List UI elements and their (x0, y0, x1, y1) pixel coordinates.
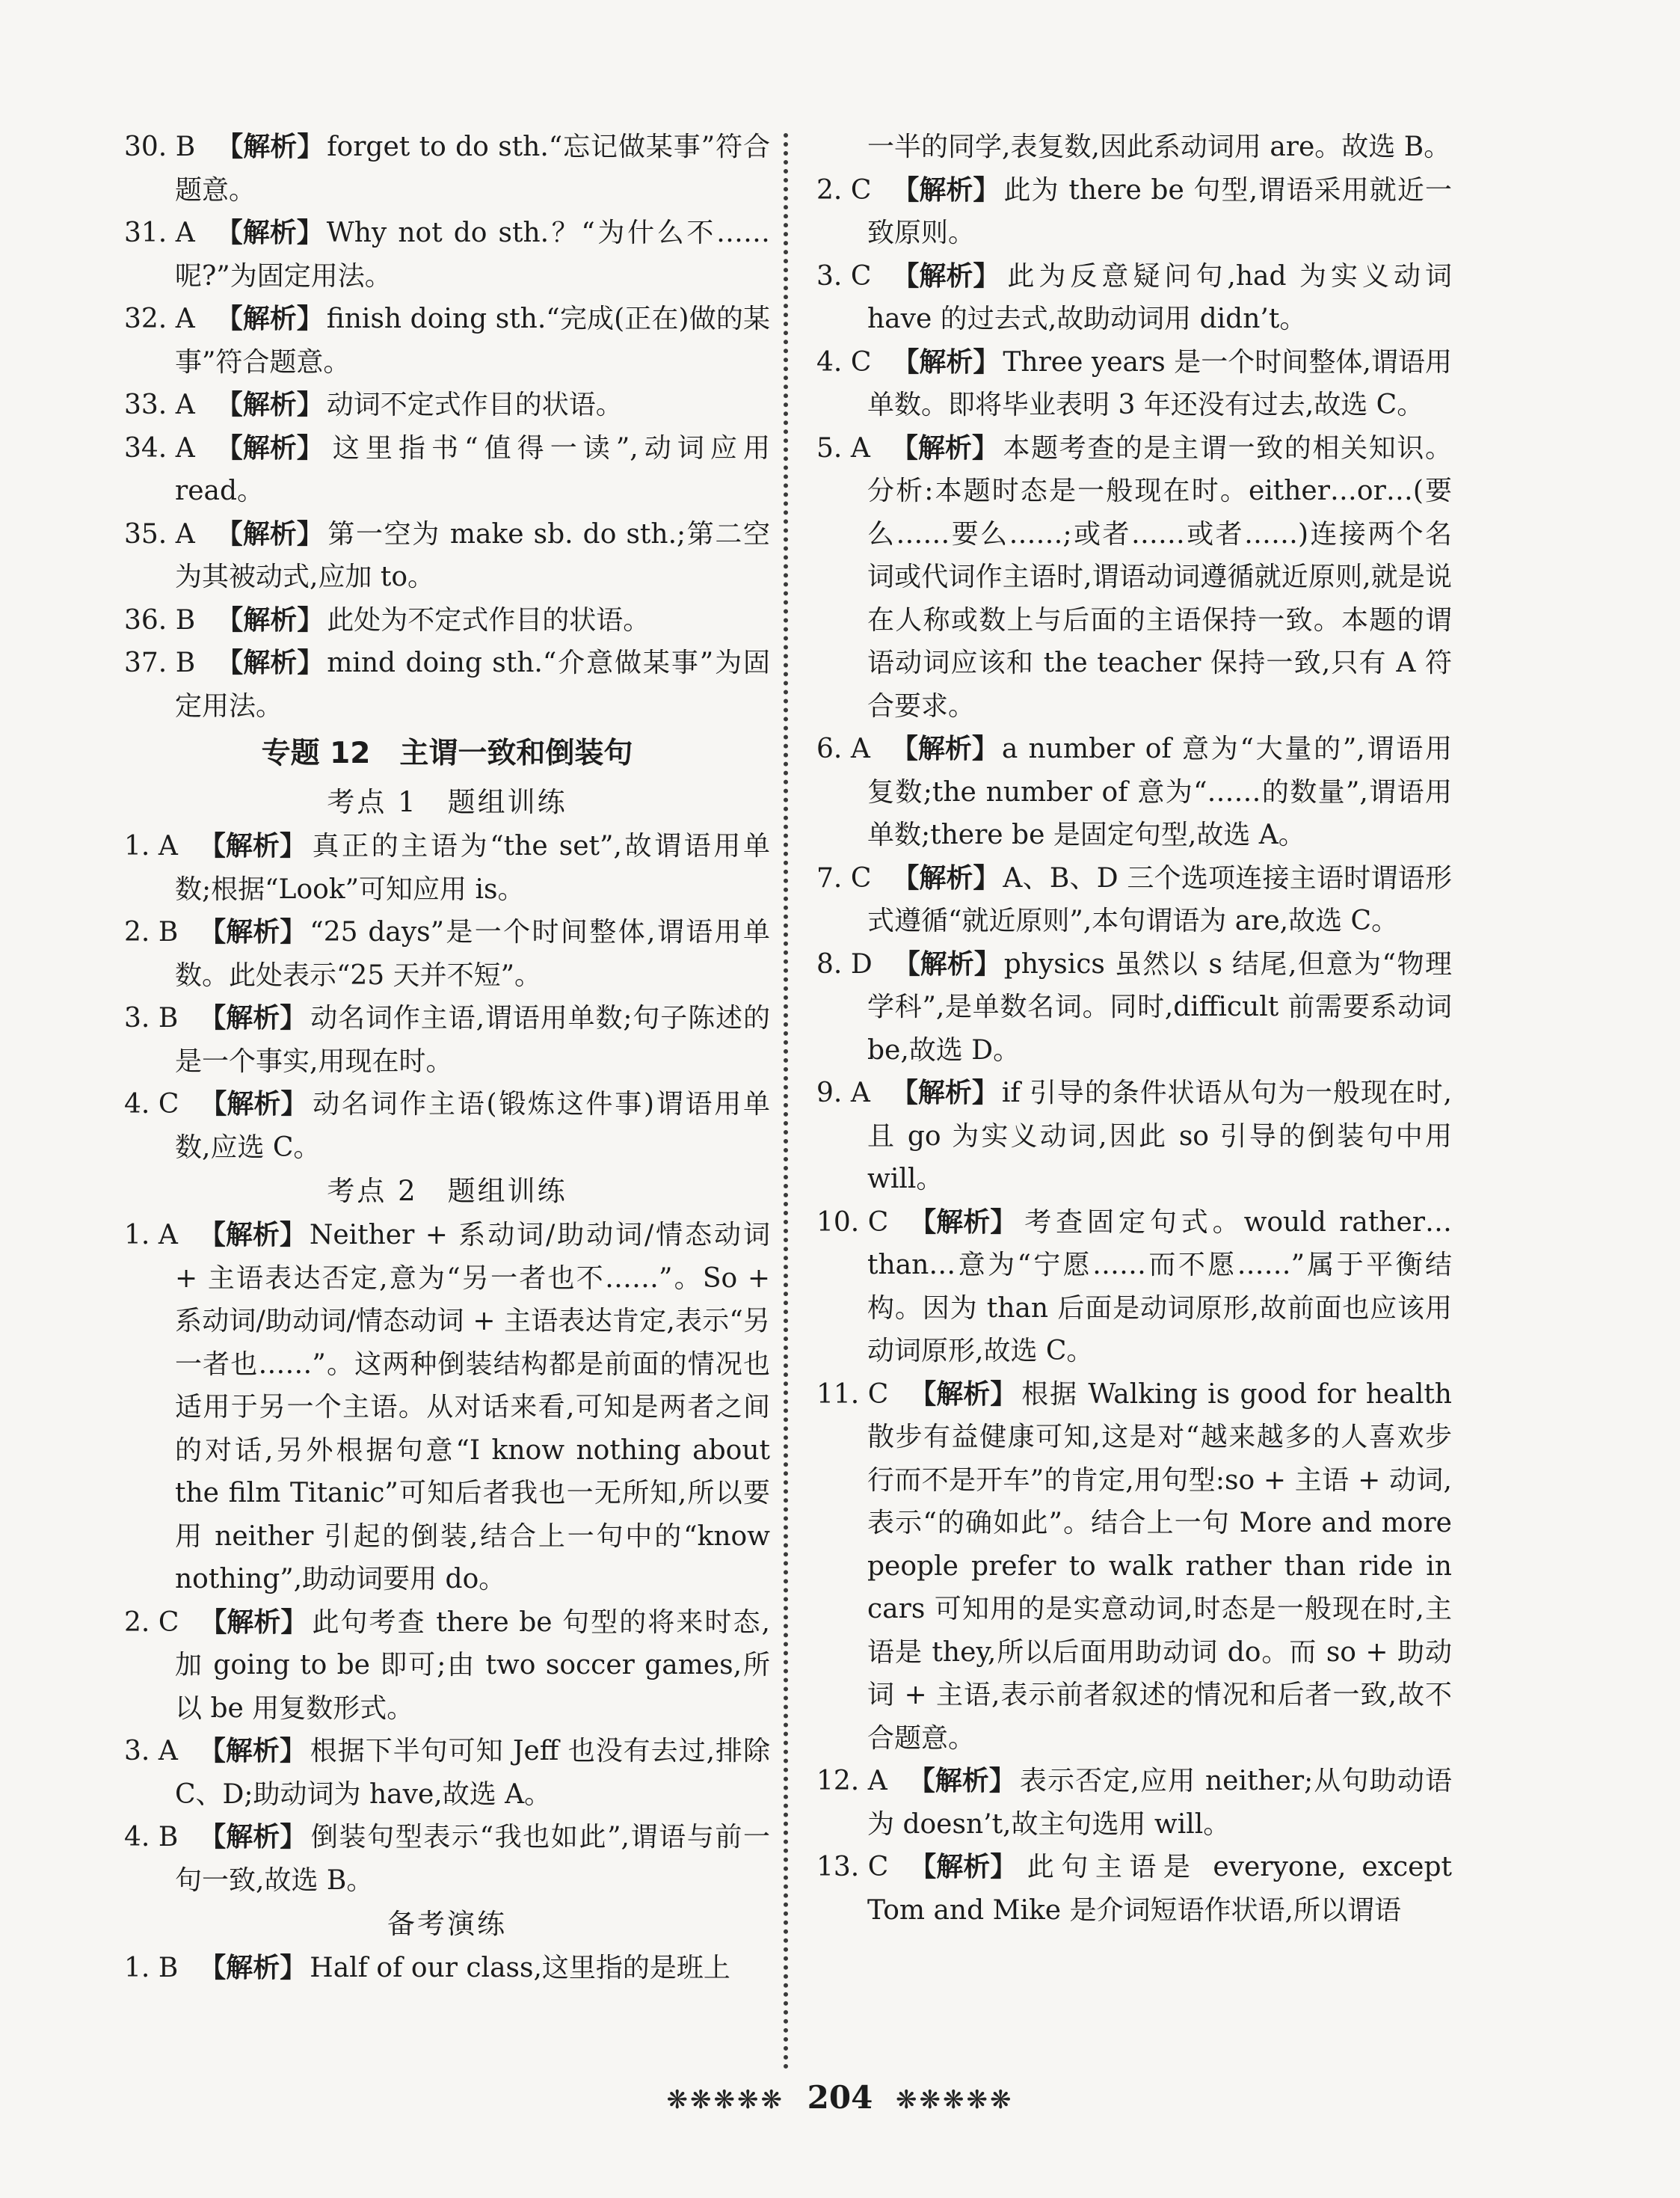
question-number: 32. (124, 304, 167, 334)
question-number: 2. (124, 1606, 150, 1638)
explanation-text: “25 days”是一个时间整体,谓语用单数。此处表示“25 天并不短”。 (175, 917, 770, 991)
explanation-text: a number of 意为“大量的”,谓语用复数;the number of 意为“……的数量”,谓语用单数;there be 是固定句型,故选 A。 (867, 734, 1452, 850)
question-number: 8. (816, 948, 843, 980)
answer-letter: C (850, 174, 872, 206)
explanation-text: mind doing sth.“介意做某事”为固定用法。 (175, 648, 770, 722)
question-number: 37. (124, 648, 167, 678)
column-divider (784, 133, 788, 2070)
answer-entry (816, 427, 1452, 728)
analysis-tag: 【解析】 (199, 917, 307, 948)
answer-entry (816, 1072, 1452, 1201)
entry-number-answer (124, 1947, 307, 1990)
entry-number-answer (124, 997, 307, 1040)
answer-entry (124, 1730, 770, 1816)
analysis-tag: 【解析】 (892, 346, 1000, 378)
answer-letter: C (867, 1378, 889, 1410)
analysis-tag: 【解析】 (909, 1206, 1018, 1238)
explanation-text: 真正的主语为“the set”,故谓语用单数;根据“Look”可知应用 is。 (175, 831, 770, 905)
explanation-text: 考查固定句式。would rather…than…意为“宁愿……而不愿……”属于平衡结构。因为 than 后面是动词原形,故前面也应该用动词原形,故选 C。 (867, 1206, 1452, 1366)
question-number: 11. (816, 1378, 860, 1410)
entry-number-answer (816, 169, 1000, 212)
question-number: 3. (124, 1003, 150, 1034)
question-number: 4. (124, 1822, 150, 1852)
question-number: 35. (124, 518, 167, 550)
answer-entry (816, 169, 1452, 255)
entry-number-answer (124, 384, 324, 427)
question-number: 12. (816, 1766, 860, 1796)
analysis-tag: 【解析】 (892, 260, 1000, 292)
explanation-text: finish doing sth.“完成(正在)做的某事”符合题意。 (175, 304, 770, 378)
answer-letter: A (850, 734, 870, 764)
analysis-tag: 【解析】 (215, 432, 324, 464)
answer-entry (816, 255, 1452, 341)
topic-heading: 专题 12 主谓一致和倒装句 (261, 737, 633, 770)
answer-letter: C (850, 346, 872, 378)
explanation-text: 动名词作主语,谓语用单数;句子陈述的是一个事实,用现在时。 (175, 1003, 770, 1077)
entry-number-answer (816, 1072, 999, 1115)
explanation-text: 这里指书“值得一读”,动词应用 read。 (175, 432, 770, 506)
answer-letter: B (158, 1822, 179, 1852)
answer-entry (124, 1214, 770, 1601)
explanation-text: 此句主语是 everyone, except Tom and Mike 是介词短语作状语,所以谓语 (867, 1852, 1452, 1926)
entry-number-answer (124, 1816, 307, 1859)
answer-entry (124, 911, 770, 997)
answer-entry (124, 825, 770, 911)
explanation-text: 第一空为 make sb. do sth.;第二空为其被动式,应加 to。 (175, 518, 770, 592)
section-subheading: 备考演练 (387, 1908, 507, 1940)
answer-letter: A (867, 1766, 887, 1796)
explanation-text: Neither + 系动词/助动词/情态动词 + 主语表达否定,意为“另一者也不……”。So + 系动词/助动词/情态动词 + 主语表达肯定,表示“另一者也……”。这两种倒装结构都是前面的情况也适用于另一个主语。从对话来看,可知是两者之间的对话,另外根据句意“I know nothing about the film Titanic”可知后者我也一无所知,所以要用 neither 引起的倒装,结合上一句中的“know nothing”,助动词要用 do。 (175, 1220, 770, 1594)
question-number: 31. (124, 218, 167, 248)
answer-entry (124, 642, 770, 728)
explanation-text: physics 虽然以 s 结尾,但意为“物理学科”,是单数名词。同时,difficult 前需要系动词 be,故选 D。 (867, 948, 1452, 1066)
analysis-tag: 【解析】 (216, 604, 324, 636)
section-subheading: 考点 1 题组训练 (327, 786, 567, 818)
continued-text: 一半的同学,表复数,因此系动词用 are。故选 B。 (867, 132, 1451, 162)
question-number: 7. (816, 862, 843, 894)
entry-number-answer (124, 825, 307, 868)
answer-letter: A (175, 432, 195, 464)
entry-number-answer (124, 126, 324, 169)
answer-entry (816, 728, 1452, 857)
entry-number-answer (816, 1201, 1017, 1244)
answer-letter: C (158, 1089, 179, 1120)
entry-number-answer (124, 1601, 307, 1645)
analysis-tag: 【解析】 (216, 132, 324, 162)
page-footer (0, 2075, 1680, 2122)
question-number: 4. (124, 1089, 150, 1120)
analysis-tag: 【解析】 (892, 174, 1000, 206)
explanation-text: Why not do sth.？“为什么不……呢?”为固定用法。 (175, 218, 770, 292)
answer-letter: B (175, 132, 196, 162)
question-number: 3. (124, 1736, 150, 1766)
analysis-tag: 【解析】 (890, 1078, 999, 1108)
entry-number-answer (124, 642, 324, 685)
analysis-tag: 【解析】 (198, 831, 307, 862)
explanation-text: forget to do sth.“忘记做某事”符合题意。 (175, 132, 770, 206)
entry-number-answer (124, 212, 324, 255)
answer-letter: B (158, 1003, 179, 1034)
explanation-text: 表示否定,应用 neither;从句助动语为 doesn’t,故主句选用 will。 (867, 1766, 1452, 1840)
explanation-text: Three years 是一个时间整体,谓语用单数。即将毕业表明 3 年还没有过去,故选 C。 (867, 346, 1452, 420)
answer-entry (124, 1083, 770, 1169)
question-number: 33. (124, 390, 167, 420)
explanation-text: 根据 Walking is good for health 散步有益健康可知,这是对“越来越多的人喜欢步行而不是开车”的肯定,用句型:so + 主语 + 动词,表示“的确如此”。结合上一句 More and more people prefer to walk rather than ride in cars 可知用的是实意动词,时态是一般现在时,主语是 they,所以后面用助动词 do。而 so + 助动词 + 主语,表示前者叙述的情况和后者一致,故不合题意。 (867, 1378, 1452, 1754)
answer-letter: A (850, 1078, 870, 1108)
analysis-tag: 【解析】 (216, 648, 324, 678)
footer-ornament-right: ❋❋❋❋❋ (896, 2085, 1014, 2115)
answer-letter: A (158, 1736, 178, 1766)
answer-letter: A (175, 304, 195, 334)
analysis-tag: 【解析】 (198, 1736, 307, 1766)
question-number: 4. (816, 346, 843, 378)
answer-letter: C (850, 862, 872, 894)
answer-entry (816, 943, 1452, 1072)
question-number: 1. (124, 1220, 150, 1250)
answer-entry (816, 1373, 1452, 1760)
question-number: 2. (124, 917, 150, 948)
entry-number-answer (124, 1730, 307, 1773)
analysis-tag: 【解析】 (909, 1852, 1018, 1882)
analysis-tag: 【解析】 (893, 948, 1001, 980)
entry-number-answer (124, 1083, 307, 1126)
entry-number-answer (124, 1214, 307, 1257)
left-column (124, 126, 770, 1990)
answer-entry (124, 599, 770, 642)
analysis-tag: 【解析】 (200, 1089, 308, 1120)
answer-letter: A (158, 1220, 178, 1250)
answer-entry (124, 384, 770, 427)
entry-number-answer (124, 427, 324, 470)
question-number: 1. (124, 1953, 150, 1983)
explanation-text: Half of our class,这里指的是班上 (310, 1953, 730, 1983)
analysis-tag: 【解析】 (200, 1606, 308, 1638)
answer-letter: C (158, 1606, 179, 1638)
explanation-text: A、B、D 三个选项连接主语时谓语形式遵循“就近原则”,本句谓语为 are,故选 C。 (867, 862, 1452, 936)
answer-letter: B (175, 648, 196, 678)
answer-entry (124, 1947, 770, 1990)
entry-number-answer (124, 298, 324, 341)
entry-number-answer (816, 728, 999, 771)
analysis-tag: 【解析】 (199, 1003, 307, 1034)
entry-number-answer (816, 1760, 1016, 1803)
analysis-tag: 【解析】 (199, 1953, 307, 1983)
explanation-text: 动名词作主语(锻炼这件事)谓语用单数,应选 C。 (175, 1089, 770, 1163)
answer-letter: C (850, 260, 872, 292)
question-number: 5. (816, 432, 843, 464)
answer-letter: A (175, 390, 195, 420)
entry-number-answer (816, 857, 1000, 900)
entry-number-answer (124, 599, 324, 642)
explanation-text: 此句考查 there be 句型的将来时态,加 going to be 即可;由 two soccer games,所以 be 用复数形式。 (175, 1606, 770, 1724)
answer-entry (816, 341, 1452, 427)
answer-letter: C (867, 1852, 889, 1882)
explanation-text: 此为反意疑问句,had 为实义动词 have 的过去式,故助动词用 didn’t。 (867, 260, 1452, 334)
answer-entry (124, 212, 770, 298)
answer-letter: B (158, 1953, 179, 1983)
question-number: 30. (124, 132, 167, 162)
question-number: 34. (124, 432, 167, 464)
explanation-text: 此为 there be 句型,谓语采用就近一致原则。 (867, 174, 1452, 248)
answer-entry (816, 1846, 1452, 1932)
explanation-text: 倒装句型表示“我也如此”,谓语与前一句一致,故选 B。 (175, 1822, 770, 1896)
question-number: 2. (816, 174, 843, 206)
answer-letter: D (850, 948, 873, 980)
analysis-tag: 【解析】 (215, 518, 324, 550)
explanation-text: 本题考查的是主谓一致的相关知识。分析:本题时态是一般现在时。either…or…(要么……要么……;或者……或者……)连接两个名词或代词作主语时,谓语动词遵循就近原则,就是说在人称或数上与后面的主语保持一致。本题的谓语动词应该和 the teacher 保持一致,只有 A 符合要求。 (867, 432, 1452, 722)
answer-entry (124, 427, 770, 513)
entry-number-answer (816, 1373, 1017, 1416)
question-number: 36. (124, 604, 167, 636)
answer-entry (124, 126, 770, 212)
entry-number-answer (816, 341, 1000, 384)
analysis-tag: 【解析】 (215, 218, 324, 248)
question-number: 13. (816, 1852, 860, 1882)
answer-entry (124, 1601, 770, 1731)
answer-entry (124, 1816, 770, 1902)
explanation-text: if 引导的条件状语从句为一般现在时,且 go 为实义动词,因此 so 引导的倒装句中用 will。 (867, 1078, 1452, 1194)
question-number: 3. (816, 260, 843, 292)
answer-letter: A (158, 831, 178, 862)
answer-letter: C (867, 1206, 889, 1238)
section-subheading: 考点 2 题组训练 (327, 1175, 567, 1207)
analysis-tag: 【解析】 (199, 1822, 307, 1852)
analysis-tag: 【解析】 (198, 1220, 307, 1250)
answer-letter: A (175, 518, 195, 550)
entry-number-answer (816, 427, 999, 470)
answer-letter: A (850, 432, 870, 464)
entry-number-answer (816, 943, 1001, 986)
entry-number-answer (816, 1846, 1017, 1889)
answer-entry (124, 997, 770, 1083)
analysis-tag: 【解析】 (892, 862, 1000, 894)
answer-letter: B (175, 604, 196, 636)
explanation-text: 根据下半句可知 Jeff 也没有去过,排除 C、D;助动词为 have,故选 A。 (175, 1736, 770, 1810)
analysis-tag: 【解析】 (909, 1378, 1018, 1410)
answer-letter: B (158, 917, 179, 948)
entry-number-answer (124, 911, 307, 954)
answer-entry (124, 513, 770, 599)
explanation-text: 此处为不定式作目的状语。 (327, 604, 650, 636)
question-number: 9. (816, 1078, 843, 1108)
analysis-tag: 【解析】 (890, 734, 999, 764)
answer-entry (124, 298, 770, 384)
question-number: 1. (124, 831, 150, 862)
analysis-tag: 【解析】 (215, 304, 324, 334)
answer-letter: A (175, 218, 195, 248)
explanation-text: 动词不定式作目的状语。 (326, 390, 623, 420)
analysis-tag: 【解析】 (890, 432, 999, 464)
entry-number-answer (124, 513, 324, 556)
question-number: 6. (816, 734, 843, 764)
answer-entry (816, 857, 1452, 943)
answer-entry (816, 1760, 1452, 1846)
entry-number-answer (816, 255, 1000, 298)
page-number: 204 (807, 2079, 873, 2116)
analysis-tag: 【解析】 (215, 390, 324, 420)
answer-entry (816, 1201, 1452, 1373)
analysis-tag: 【解析】 (908, 1766, 1016, 1796)
question-number: 10. (816, 1206, 860, 1238)
right-column (816, 126, 1452, 1932)
footer-ornament-left: ❋❋❋❋❋ (666, 2085, 784, 2115)
